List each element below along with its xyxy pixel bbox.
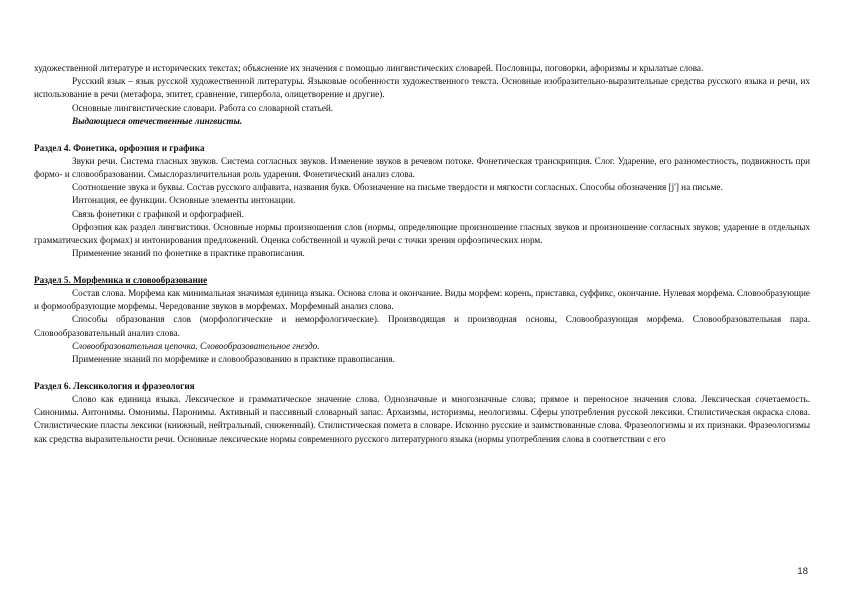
- section-5-heading-text: Раздел 5. Морфемика и словообразование: [34, 274, 208, 285]
- section-4-paragraph-3: Интонация, ее функции. Основные элементы интонации.: [72, 195, 296, 206]
- intro-paragraph-2: Русский язык – язык русской художественной литературы. Языковые особенности художественного текста. Основные изобразительно-выразительные средства русского языка и речи, их использование в речи (метафора, эпитет, сравнение, гипербола, олицетворение и другие).: [34, 76, 810, 100]
- section-6-heading: Раздел 6. Лексикология и фразеология: [34, 380, 195, 391]
- section-4-paragraph-2: Соотношение звука и буквы. Состав русского алфавита, названия букв. Обозначение на письме твердости и мягкости согласных. Способы обозначения [j'] на письме.: [72, 182, 723, 193]
- section-5-paragraph-3: Словообразовательная цепочка. Словообразовательное гнездо.: [72, 340, 320, 351]
- intro-paragraph-4: Выдающиеся отечественные лингвисты.: [72, 115, 243, 126]
- document-page: [34, 62, 810, 446]
- section-4-heading: Раздел 4. Фонетика, орфоэпия и графика: [34, 142, 205, 153]
- section-4-paragraph-1: Звуки речи. Система гласных звуков. Система согласных звуков. Изменение звуков в речевом потоке. Фонетическая транскрипция. Слог. Ударение, его разноместность, подвижность при формо- и словообразовании. Смыслоразличительная роль ударения. Фонетический анализ слова.: [34, 155, 810, 179]
- section-4-paragraph-6: Применение знаний по фонетике в практике правописания.: [72, 248, 305, 259]
- section-4-paragraph-4: Связь фонетики с графикой и орфографией.: [72, 208, 244, 219]
- intro-paragraph-1: художественной литературе и исторических текстах; объяснение их значения с помощью лингвистических словарей. Пословицы, поговорки, афоризмы и крылатые слова.: [34, 63, 704, 73]
- section-5-heading: [34, 274, 810, 287]
- section-6-paragraph-1: Слово как единица языка. Лексическое и грамматическое значение слова. Однозначные и многозначные слова; прямое и переносное значения слова. Лексическая сочетаемость. Синонимы. Антонимы. Омонимы. Паронимы. Активный и пассивный словарный запас. Архаизмы, историзмы, неологизмы. Сферы употребления русской лексики. Стилистическая окраска слова. Стилистические пласты лексики (книжный, нейтральный, сниженный). Стилистическая помета в словаре. Исконно русские и заимствованные слова. Фразеологизмы и их признаки. Фразеологизмы как средства выразительности речи. Основные лексические нормы современного русского литературного языка (нормы употребления слова в соответствии с его: [34, 393, 810, 444]
- section-5-paragraph-2: Способы образования слов (морфологические и неморфологические). Производящая и производная основы, Словообразующая морфема. Словообразовательная пара. Словообразовательный анализ слова.: [34, 314, 810, 338]
- page-number: 18: [797, 566, 808, 577]
- intro-paragraph-3: Основные лингвистические словари. Работа со словарной статьей.: [72, 102, 334, 113]
- section-4-paragraph-5: Орфоэпия как раздел лингвистики. Основные нормы произношения слов (нормы, определяющие произношение гласных звуков и произношение согласных звуков; ударение в отдельных грамматических формах) и интонирования предложений. Оценка собственной и чужой речи с точки зрения орфоэпических норм.: [34, 221, 810, 245]
- section-5-paragraph-4: Применение знаний по морфемике и словообразованию в практике правописания.: [72, 354, 395, 365]
- section-5-paragraph-1: Состав слова. Морфема как минимальная значимая единица языка. Основа слова и окончание. Виды морфем: корень, приставка, суффикс, окончание. Нулевая морфема. Словообразующие и формообразующие морфемы. Чередование звуков в морфемах. Морфемный анализ слова.: [34, 288, 810, 312]
